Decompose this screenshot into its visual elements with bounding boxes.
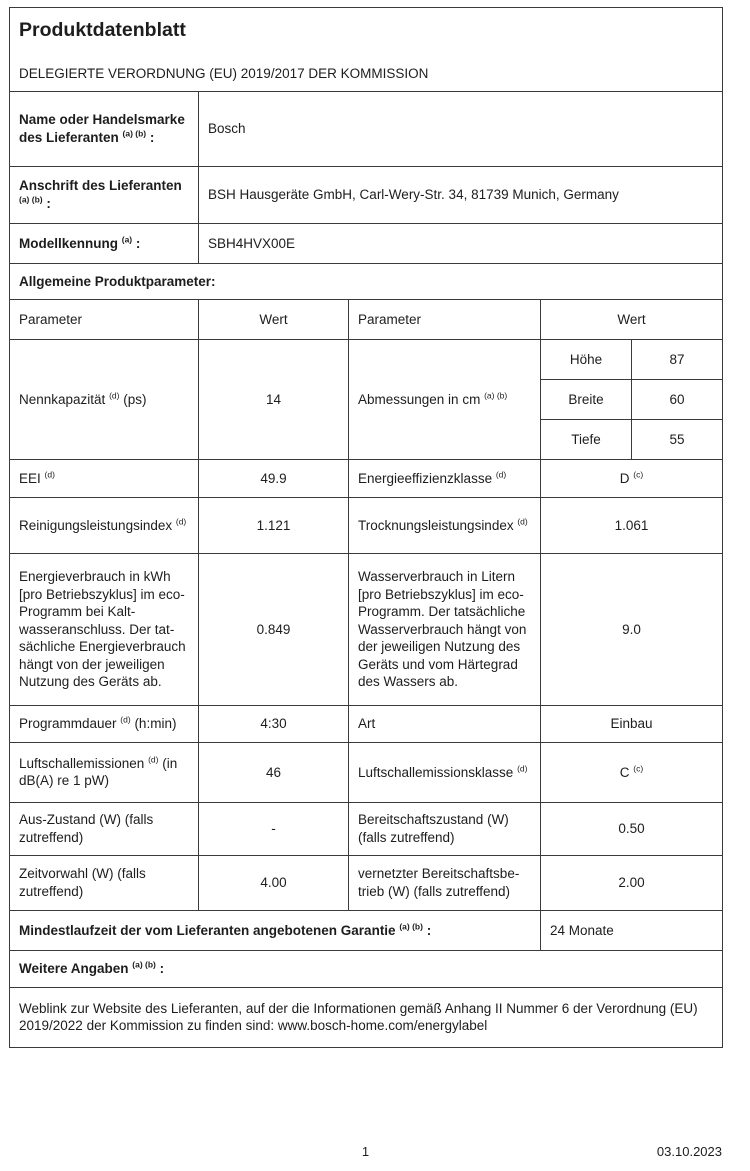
label-text: Energieverbrauch in kWh [pro Betriebszyklus] im eco-Programm bei Kaltwasseranschluss. Der tatsächliche Energieverbrauch hängt von der jeweiligen Nutzung des Geräts ab.: [19, 568, 186, 690]
label-text: Energieeffizienzklasse: [358, 470, 496, 486]
label-text: Name oder Handelsmarke des Lieferanten: [19, 112, 185, 145]
value-text: 2.00: [618, 875, 645, 891]
label-text: Mindestlaufzeit der vom Lieferanten angebotenen Garantie: [19, 922, 400, 938]
label-text: vernetzter Bereitschaftsbetrieb (W) (falls zutreffend): [358, 866, 520, 899]
label-text: Trocknungsleistungsindex: [358, 517, 518, 533]
dimension-name: Tiefe: [541, 419, 632, 459]
label-text: Wasserverbrauch in Litern [pro Betriebszyklus] im eco-Programm. Der tatsächliche Wasserverbrauch hängt von der jeweiligen Nutzung des Geräts und vom Härtegrad des Wassers ab.: [358, 568, 527, 690]
model-id-value: SBH4HVX00E: [199, 223, 723, 263]
label-text: Zeitvorwahl (W) (falls zutreffend): [19, 866, 146, 899]
section-heading: Allgemeine Produktparameter:: [10, 263, 723, 299]
param-label-capacity: [10, 339, 199, 459]
param-label: [349, 802, 541, 855]
param-label: [10, 497, 199, 553]
footnote-sup: (a) (b): [122, 128, 147, 139]
value-text: 9.0: [622, 621, 641, 637]
footnote-sup: (d): [517, 516, 528, 527]
param-value: 1.121: [199, 497, 349, 553]
param-label: [349, 705, 541, 742]
label-text: Weitere Angaben: [19, 961, 133, 977]
dimension-value: 55: [632, 419, 723, 459]
footnote-sup: (a) (b): [484, 390, 508, 401]
param-value: 4.00: [199, 855, 349, 910]
label-text: Reinigungsleistungsindex: [19, 517, 176, 533]
supplier-address-label: [10, 166, 199, 223]
param-label-dimensions: [349, 339, 541, 459]
product-datasheet: [9, 7, 722, 1048]
footnote-sup: (d): [175, 516, 187, 527]
label-text: Abmessungen in cm: [358, 391, 485, 407]
label-text: Luftschallemissionen: [19, 755, 149, 771]
param-label-water: [349, 553, 541, 705]
label-text: Art: [358, 716, 376, 732]
footnote-sup: (d): [44, 469, 55, 480]
param-value: 49.9: [199, 459, 349, 497]
label-text: Aus-Zustand (W) (falls zutreffend): [19, 812, 154, 845]
dimension-value: 87: [632, 339, 723, 379]
param-label: [10, 459, 199, 497]
param-value: 0.849: [199, 553, 349, 705]
label-suffix: :: [422, 922, 432, 938]
param-header-right: Parameter: [349, 299, 541, 339]
supplier-name-value: Bosch: [199, 91, 723, 166]
label-suffix: (h:min): [130, 716, 177, 732]
label-text: Modellkennung: [19, 235, 122, 251]
param-label: [10, 742, 199, 802]
label-suffix: :: [155, 961, 165, 977]
param-label: [10, 705, 199, 742]
supplier-address-value: BSH Hausgeräte GmbH, Carl-Wery-Str. 34, 81739 Munich, Germany: [199, 166, 723, 223]
datasheet-table: [9, 7, 723, 1048]
label-suffix: :: [42, 195, 51, 211]
page-title: Produktdatenblatt: [19, 19, 186, 41]
footnote-sup: (d): [120, 714, 131, 725]
label-suffix: :: [146, 129, 155, 145]
additional-info-label: [10, 950, 723, 987]
page-footer: [9, 1144, 722, 1162]
label-suffix: :: [132, 235, 141, 251]
dimension-name: Breite: [541, 379, 632, 419]
param-header-left: Parameter: [10, 299, 199, 339]
dimension-value: 60: [632, 379, 723, 419]
label-text: Anschrift des Lieferanten: [19, 178, 182, 194]
weblink-text: Weblink zur Website des Lieferanten, auf der die Informationen gemäß Anhang II Nummer 6 der Verordnung (EU) 2019/2022 der Kommission zu finden sind:: [19, 1000, 698, 1034]
document-header-cell: [10, 8, 723, 92]
dimension-name: Höhe: [541, 339, 632, 379]
param-value: 4:30: [199, 705, 349, 742]
param-value: [541, 497, 723, 553]
param-label: [349, 855, 541, 910]
label-text: Nennkapazität: [19, 391, 110, 407]
label-suffix: (in dB(A) re 1 pW): [19, 755, 178, 789]
value-text: 0.50: [618, 821, 645, 837]
wert-header-right: Wert: [541, 299, 723, 339]
label-text: Bereitschaftszustand (W) (falls zutreffend): [358, 812, 509, 845]
footnote-sup: (d): [495, 469, 507, 480]
param-label: [349, 497, 541, 553]
footnote-sup: (d): [109, 390, 120, 401]
param-value-capacity: 14: [199, 339, 349, 459]
param-value: [541, 855, 723, 910]
footnote-sup: (a) (b): [19, 194, 43, 205]
footnote-sup: (c): [633, 763, 644, 774]
weblink-url: www.bosch-home.com/energylabel: [277, 1018, 488, 1034]
param-label: [10, 855, 199, 910]
value-text: D: [619, 470, 634, 486]
weblink-cell: [10, 987, 723, 1047]
value-text: Einbau: [610, 716, 653, 732]
model-id-label: [10, 223, 199, 263]
label-text: Luftschallemissionsklasse: [358, 764, 518, 780]
supplier-name-label: [10, 91, 199, 166]
param-value: -: [199, 802, 349, 855]
label-text: Programmdauer: [19, 716, 121, 732]
footnote-sup: (a): [121, 234, 133, 245]
param-value: [541, 705, 723, 742]
param-value: [541, 459, 723, 497]
label-suffix: (ps): [119, 391, 147, 407]
param-label: [10, 802, 199, 855]
guarantee-label: [10, 910, 541, 950]
footnote-sup: (c): [633, 469, 644, 480]
param-value: [541, 553, 723, 705]
footnote-sup: (a) (b): [399, 921, 423, 932]
footnote-sup: (d): [517, 763, 528, 774]
value-text: C: [619, 764, 634, 780]
footnote-sup: (a) (b): [132, 959, 156, 970]
wert-header-left: Wert: [199, 299, 349, 339]
footer-page-number: 1: [361, 1144, 370, 1159]
param-value: [541, 742, 723, 802]
param-label-energy: [10, 553, 199, 705]
param-value: [541, 802, 723, 855]
param-label: [349, 459, 541, 497]
regulation-subtitle: DELEGIERTE VERORDNUNG (EU) 2019/2017 DER KOMMISSION: [19, 66, 429, 82]
param-value: 46: [199, 742, 349, 802]
footnote-sup: (d): [148, 754, 159, 765]
footer-date: 03.10.2023: [656, 1144, 722, 1159]
param-label: [349, 742, 541, 802]
label-text: EEI: [19, 470, 45, 486]
guarantee-value: 24 Monate: [541, 910, 723, 950]
value-text: 1.061: [614, 517, 649, 533]
